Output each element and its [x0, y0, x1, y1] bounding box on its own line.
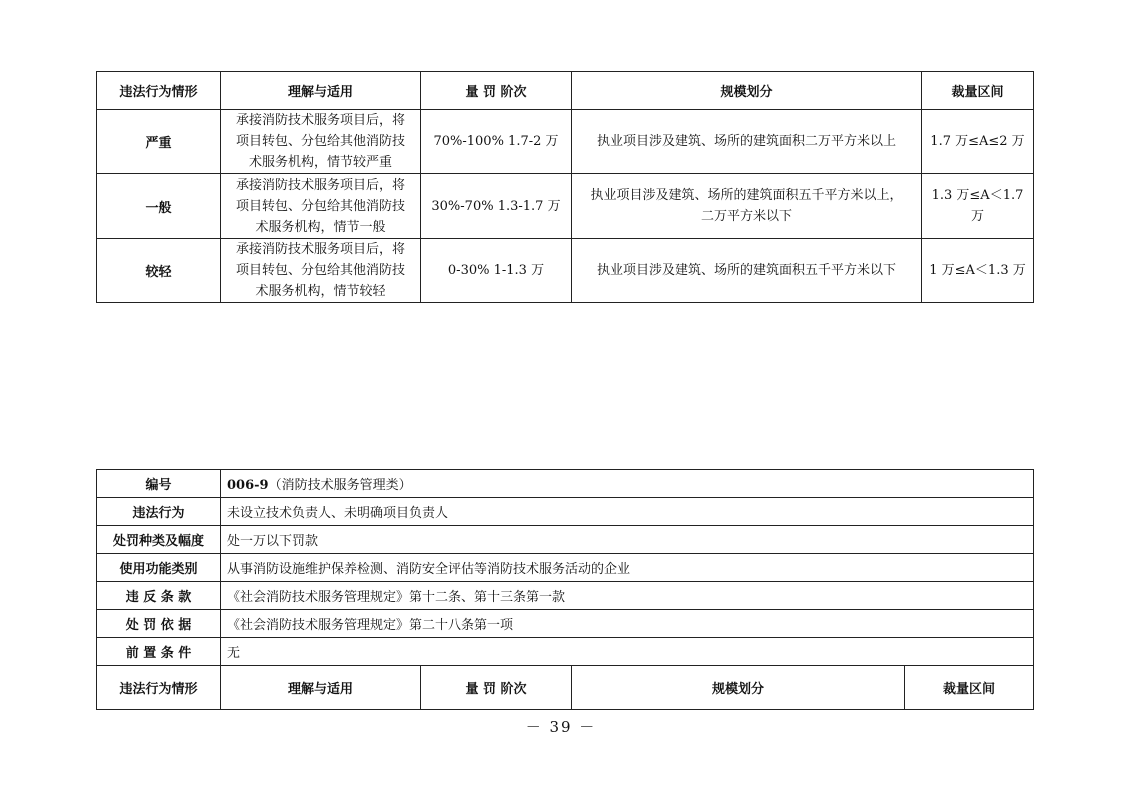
text-line: 术服务机构，情节较严重: [248, 155, 392, 170]
text-line: 项目转包、分包给其他消防技: [235, 134, 405, 149]
header-scale: 规模划分: [572, 666, 905, 710]
label-function-category: 使用功能类别: [97, 554, 221, 582]
row-scale: [572, 239, 922, 303]
text-line: 1 万≤A＜1.3 万: [929, 263, 1026, 278]
value-violated-clause: 《社会消防技术服务管理规定》第十二条、第十三条第一款: [221, 582, 1034, 610]
header-range: 裁量区间: [905, 666, 1034, 710]
info-row-penalty-basis: [97, 610, 1034, 638]
value-precondition: 无: [221, 638, 1034, 666]
row-penalty: 30%-70% 1.3-1.7 万: [421, 174, 572, 239]
text-line: 术服务机构，情节一般: [255, 219, 386, 235]
table-header-row: [97, 666, 1034, 710]
label-code: 编号: [97, 470, 221, 498]
text-line: 执业项目涉及建筑、场所的建筑面积五千平方米以下: [596, 263, 896, 278]
row-penalty: 0-30% 1-1.3 万: [421, 239, 572, 303]
row-penalty: 70%-100% 1.7-2 万: [421, 110, 572, 174]
table-row: [97, 110, 1034, 174]
text-line: 万: [970, 209, 984, 224]
info-row-code: [97, 470, 1034, 498]
discretion-table-bottom: [96, 469, 1034, 710]
text-line: 执业项目涉及建筑、场所的建筑面积五千平方米以上，: [590, 188, 903, 203]
text-line: 承接消防技术服务项目后，将: [235, 113, 405, 128]
value-penalty-type: 处一万以下罚款: [221, 526, 1034, 554]
label-penalty-type: 处罚种类及幅度: [97, 526, 221, 554]
row-range: [922, 110, 1034, 174]
info-row-precondition: [97, 638, 1034, 666]
header-range: 裁量区间: [922, 72, 1034, 110]
code-category: （消防技术服务管理类）: [268, 478, 412, 493]
table-header-row: [97, 72, 1034, 110]
info-row-violation: [97, 498, 1034, 526]
label-violation: 违法行为: [97, 498, 221, 526]
row-range: [922, 239, 1034, 303]
row-understanding: [221, 110, 421, 174]
row-level: 严重: [97, 110, 221, 174]
code-number: 006-9: [227, 478, 269, 493]
row-level: 较轻: [97, 239, 221, 303]
header-violation-situation: 违法行为情形: [97, 666, 221, 710]
header-understanding: 理解与适用: [221, 666, 421, 710]
text-line: 1.7 万≤A≤2 万: [930, 134, 1025, 149]
row-understanding: [221, 239, 421, 303]
text-line: 承接消防技术服务项目后，将: [235, 242, 405, 257]
label-precondition: 前 置 条 件: [97, 638, 221, 666]
text-line: 承接消防技术服务项目后，将: [235, 177, 405, 193]
label-penalty-basis: 处 罚 依 据: [97, 610, 221, 638]
value-code: [221, 470, 1034, 498]
text-line: 执业项目涉及建筑、场所的建筑面积二万平方米以上: [596, 134, 896, 149]
header-violation-situation: 违法行为情形: [97, 72, 221, 110]
row-level: 一般: [97, 174, 221, 239]
info-row-violated-clause: [97, 582, 1034, 610]
page-number: － 39 －: [525, 718, 597, 736]
text-line: 项目转包、分包给其他消防技: [235, 263, 405, 278]
text-line: 二万平方米以下: [700, 209, 792, 224]
info-row-function-category: [97, 554, 1034, 582]
header-penalty-level: 量 罚 阶次: [421, 666, 572, 710]
header-scale: 规模划分: [572, 72, 922, 110]
value-violation: 未设立技术负责人、未明确项目负责人: [221, 498, 1034, 526]
value-function-category: 从事消防设施维护保养检测、消防安全评估等消防技术服务活动的企业: [221, 554, 1034, 582]
row-scale: [572, 110, 922, 174]
row-scale: [572, 174, 922, 239]
header-understanding: 理解与适用: [221, 72, 421, 110]
text-line: 1.3 万≤A＜1.7: [931, 188, 1024, 203]
discretion-table-top: [96, 71, 1034, 303]
text-line: 术服务机构，情节较轻: [255, 284, 386, 299]
row-understanding: [221, 174, 421, 239]
value-penalty-basis: 《社会消防技术服务管理规定》第二十八条第一项: [221, 610, 1034, 638]
label-violated-clause: 违 反 条 款: [97, 582, 221, 610]
row-range: [922, 174, 1034, 239]
header-penalty-level: 量 罚 阶次: [421, 72, 572, 110]
table-row: [97, 239, 1034, 303]
table-row: [97, 174, 1034, 239]
info-row-penalty-type: [97, 526, 1034, 554]
text-line: 项目转包、分包给其他消防技: [235, 198, 405, 214]
